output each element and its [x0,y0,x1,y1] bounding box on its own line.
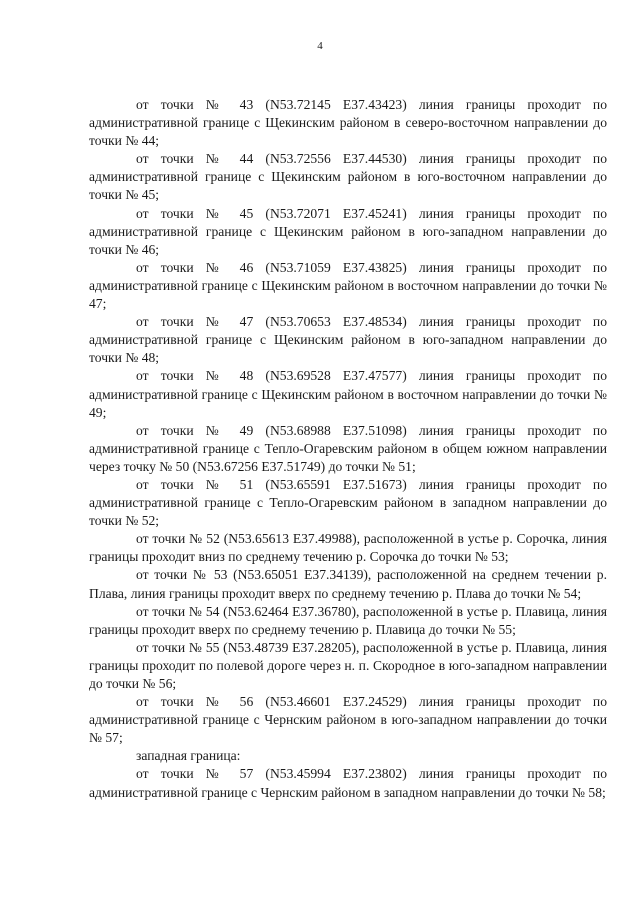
paragraph-point-57: от точки № 57 (N53.45994 E37.23802) линия границы проходит по административной границе с Чернским районом в западном направлении до точки № 58; [89,766,607,800]
paragraph-point-55: от точки № 55 (N53.48739 E37.28205), расположенной в устье р. Плавица, линия границы проходит по полевой дороге через н. п. Скородное в юго-западном направлении до точки № 56; [89,639,607,691]
paragraph-point-53: от точки № 53 (N53.65051 E37.34139), расположенной на среднем течении р. Плава, линия границы проходит вверх по среднему течению р. Плава до точки № 54; [89,567,607,601]
paragraph-point-56: от точки № 56 (N53.46601 E37.24529) линия границы проходит по административной границе с Чернским районом в юго-западном направлении до точки № 57; [89,694,607,746]
paragraph-point-49: от точки № 49 (N53.68988 E37.51098) линия границы проходит по административной границе с Тепло-Огаревским районом в общем южном направлении через точку № 50 (N53.67256 E37.51749) до точки № 51; [89,422,607,474]
paragraph-point-45: от точки № 45 (N53.72071 E37.45241) линия границы проходит по административной границе с Щекинским районом в юго-западном направлении до точки № 46; [89,205,607,257]
paragraph-point-47: от точки № 47 (N53.70653 E37.48534) линия границы проходит по административной границе с Щекинским районом в юго-западном направлении до точки № 48; [89,314,607,366]
paragraph-point-48: от точки № 48 (N53.69528 E37.47577) линия границы проходит по административной границе с Щекинским районом в восточном направлении до точки № 49; [89,368,607,420]
paragraph-point-44: от точки № 44 (N53.72556 E37.44530) линия границы проходит по административной границе с Щекинским районом в юго-восточном направлении до точки № 45; [89,151,607,203]
paragraph-point-43: от точки № 43 (N53.72145 E37.43423) линия границы проходит по административной границе с Щекинским районом в северо-восточном направлении до точки № 44; [89,97,607,149]
section-heading-western-border: западная граница: [136,748,241,764]
paragraph-point-51: от точки № 51 (N53.65591 E37.51673) линия границы проходит по административной границе с Тепло-Огаревским районом в западном направлении до точки № 52; [89,476,607,529]
page-number: 4 [317,40,323,52]
paragraph-point-54: от точки № 54 (N53.62464 E37.36780), расположенной в устье р. Плавица, линия границы проходит вверх по среднему течению р. Плавица до точки № 55; [89,603,607,637]
paragraph-point-52: от точки № 52 (N53.65613 E37.49988), расположенной в устье р. Сорочка, линия границы проходит вниз по среднему течению р. Сорочка до точки № 53; [89,531,607,565]
paragraph-point-46: от точки № 46 (N53.71059 E37.43825) линия границы проходит по административной границе с Щекинским районом в восточном направлении до точки № 47; [89,259,607,312]
document-body [89,96,607,802]
